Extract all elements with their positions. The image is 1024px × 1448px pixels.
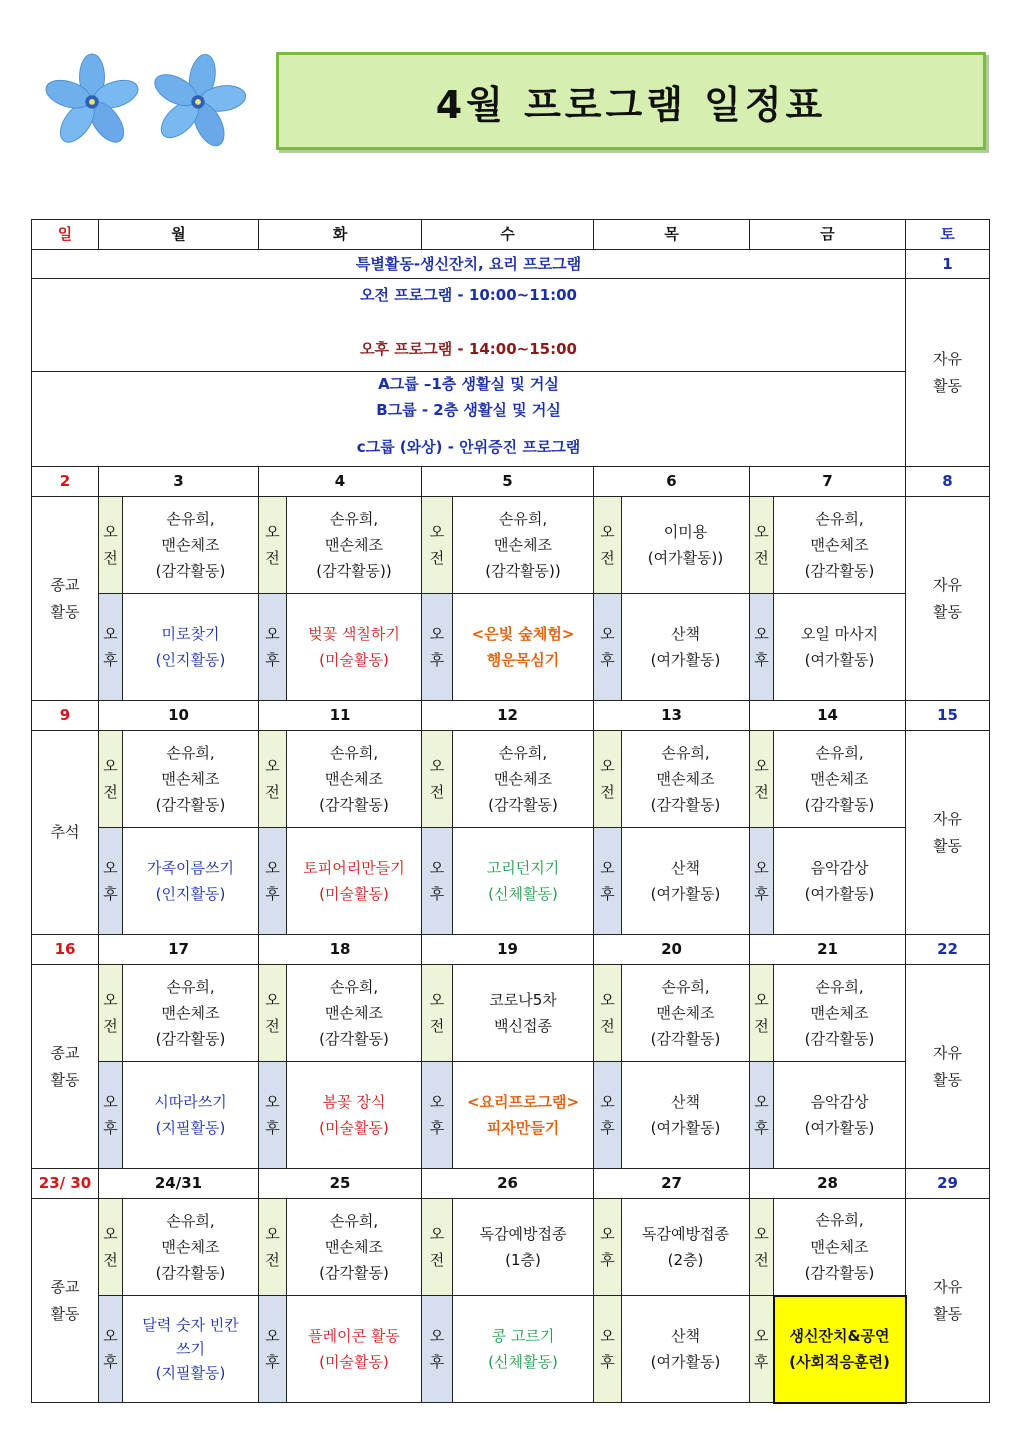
am-activity: 손유희, 맨손체조 (감각활동) [774,1199,906,1296]
pm-label: 오 후 [422,1296,453,1403]
weekday-fri: 금 [750,220,906,250]
pm-label: 오 후 [99,1296,123,1403]
free-activity-label: 활동 [933,376,962,395]
day-number: 19 [422,935,594,965]
pm-label: 오 후 [259,1062,287,1169]
day-number: 13 [594,701,750,731]
am-label: 오 전 [422,731,453,828]
sunday-note [32,1199,99,1403]
schedule-table [31,219,990,1404]
day-number: 7 [750,467,906,497]
pm-activity: 플레이콘 활동 (미술활동) [287,1296,422,1403]
pm-activity: 음악감상 (여가활동) [774,1062,906,1169]
pm-activity: 산책 (여가활동) [622,1296,750,1403]
day-number: 28 [750,1169,906,1199]
pm-activity: 토피어리만들기 (미술활동) [287,828,422,935]
pm-activity: 음악감상 (여가활동) [774,828,906,935]
weekday-mon: 월 [99,220,259,250]
am-label: 오 전 [422,497,453,594]
saturday-note-line: 자유 [933,810,962,829]
day-number: 22 [906,935,990,965]
page-title: 4월 프로그램 일정표 [435,82,827,127]
am-label: 오 전 [750,1199,774,1296]
am-label: 오 전 [259,731,287,828]
day-number: 25 [259,1169,422,1199]
am-label: 오 전 [99,497,123,594]
saturday-note-line: 자유 [933,1044,962,1063]
flower-decoration-icon [44,52,140,148]
am-label: 오 전 [594,965,622,1062]
am-label: 오 전 [422,965,453,1062]
am-activity: 코로나5차 백신접종 [453,965,594,1062]
pm-activity: <은빛 숲체험> 행운목심기 [453,594,594,701]
pm-program-time: 오후 프로그램 - 14:00~15:00 [360,339,577,358]
pm-activity: 벚꽃 색칠하기 (미술활동) [287,594,422,701]
pm-label: 오 후 [422,828,453,935]
pm-activity: 가족이름쓰기 (인지활동) [123,828,259,935]
am-activity: 손유희, 맨손체조 (감각활동) [287,731,422,828]
pm-activity: 산책 (여가활동) [622,594,750,701]
am-label: 오 전 [99,1199,123,1296]
birthday-party-highlight: 생신잔치&공연 (사회적응훈련) [774,1296,906,1403]
weekday-wed: 수 [422,220,594,250]
sunday-note [32,497,99,701]
flower-decoration-icon [150,52,246,148]
day-number: 8 [906,467,990,497]
pm-label: 오 후 [422,1062,453,1169]
day-number: 14 [750,701,906,731]
sunday-note-line: 종교 [50,1044,80,1063]
saturday-note-line: 활동 [933,1304,963,1323]
day-number: 9 [32,701,99,731]
pm-activity: 오일 마사지 (여가활동) [774,594,906,701]
pm-label: 오 후 [259,828,287,935]
sunday-note-line: 활동 [50,602,80,621]
sunday-note-line: 활동 [50,1070,80,1089]
am-activity: 손유희, 맨손체조 (감각활동) [123,731,259,828]
am-label: 오 전 [259,497,287,594]
week-row-1 [32,467,990,497]
sunday-note-line: 추석 [50,823,80,842]
pm-label: 오 후 [594,1199,622,1296]
pm-activity: 시따라쓰기 (지필활동) [123,1062,259,1169]
saturday-note [906,731,990,935]
pm-label: 오 후 [99,1062,123,1169]
day-number: 4 [259,467,422,497]
weekday-tue: 화 [259,220,422,250]
am-label: 오 전 [750,731,774,828]
day-number: 17 [99,935,259,965]
am-activity: 손유희, 맨손체조 (감각활동) [123,497,259,594]
week-row-2 [32,701,990,731]
am-label: 오 전 [99,731,123,828]
am-label: 오 전 [594,497,622,594]
week-row-3 [32,935,990,965]
sunday-note-line: 활동 [50,1304,80,1323]
am-activity: 손유희, 맨손체조 (감각활동) [453,731,594,828]
weekday-header-row [32,220,990,250]
day-number: 6 [594,467,750,497]
week-row-4 [32,1169,990,1199]
pm-activity: 산책 (여가활동) [622,828,750,935]
saturday-note-line: 활동 [933,1070,962,1089]
sunday-note [32,965,99,1169]
special-activity-note: 특별활동-생신잔치, 요리 프로그램 [32,250,906,279]
am-activity: 손유희, 맨손체조 (감각활동) [774,497,906,594]
day-number: 11 [259,701,422,731]
day-number: 10 [99,701,259,731]
day-number: 5 [422,467,594,497]
pm-label: 오 후 [750,1062,774,1169]
saturday-note [906,497,990,701]
day-number: 2 [32,467,99,497]
pm-activity: 봄꽃 장식 (미술활동) [287,1062,422,1169]
day-number: 16 [32,935,99,965]
pm-activity: 미로찾기 (인지활동) [123,594,259,701]
day-number: 12 [422,701,594,731]
day-number: 3 [99,467,259,497]
free-activity-cell [906,279,990,467]
am-activity: 손유희, 맨손체조 (감각활동) [774,731,906,828]
day-number: 18 [259,935,422,965]
sunday-note-line: 종교 [50,1278,80,1297]
pm-activity: 달력 숫자 빈칸 쓰기 (지필활동) [123,1296,259,1403]
am-label: 오 전 [259,1199,287,1296]
am-activity: 손유희, 맨손체조 (감각활동) [287,1199,422,1296]
am-activity: 손유희, 맨손체조 (감각활동)) [453,497,594,594]
saturday-note [906,1199,990,1403]
pm-label: 오 후 [750,1296,774,1403]
day-1: 1 [906,250,990,279]
pm-label: 오 후 [99,828,123,935]
free-activity-label: 자유 [933,350,962,369]
day-number: 24/31 [99,1169,259,1199]
am-activity: 손유희, 맨손체조 (감각활동) [123,1199,259,1296]
group-b: B그룹 - 2층 생활실 및 거실 [376,400,561,419]
am-activity: 이미용 (여가활동)) [622,497,750,594]
saturday-note [906,965,990,1169]
day-number: 23/ 30 [32,1169,99,1199]
am-activity: 독감예방접종 (2층) [622,1199,750,1296]
day-number: 15 [906,701,990,731]
saturday-note-line: 자유 [933,1278,963,1297]
group-a: A그룹 –1층 생활실 및 거실 [378,375,559,393]
group-c: c그룹 (와상) - 안위증진 프로그램 [356,438,581,456]
weekday-sat: 토 [906,220,990,250]
day-number: 20 [594,935,750,965]
title-banner [276,52,986,150]
pm-label: 오 후 [594,828,622,935]
am-label: 오 전 [259,965,287,1062]
pm-activity: <요리프로그램> 피자만들기 [453,1062,594,1169]
weekday-thu: 목 [594,220,750,250]
am-label: 오 전 [422,1199,453,1296]
am-program-time: 오전 프로그램 - 10:00~11:00 [360,286,577,304]
saturday-note-line: 활동 [933,836,962,855]
am-activity: 손유희, 맨손체조 (감각활동) [774,965,906,1062]
pm-activity: 고리던지기 (신체활동) [453,828,594,935]
day-number: 27 [594,1169,750,1199]
pm-label: 오 후 [750,594,774,701]
day-number: 29 [906,1169,990,1199]
day-number: 26 [422,1169,594,1199]
pm-label: 오 후 [259,1296,287,1403]
saturday-note-line: 활동 [933,602,962,621]
sunday-note-line: 종교 [50,576,80,595]
saturday-note-line: 자유 [933,576,962,595]
pm-label: 오 후 [594,594,622,701]
am-activity: 독감예방접종 (1층) [453,1199,594,1296]
pm-label: 오 후 [99,594,123,701]
group-info [32,372,906,467]
sunday-note [32,731,99,935]
am-label: 오 전 [750,497,774,594]
pm-label: 오 후 [594,1296,622,1403]
am-label: 오 전 [99,965,123,1062]
am-activity: 손유희, 맨손체조 (감각활동) [622,731,750,828]
pm-label: 오 후 [259,594,287,701]
am-label: 오 전 [750,965,774,1062]
am-activity: 손유희, 맨손체조 (감각활동) [622,965,750,1062]
am-activity: 손유희, 맨손체조 (감각활동)) [287,497,422,594]
weekday-sun: 일 [32,220,99,250]
pm-activity: 산책 (여가활동) [622,1062,750,1169]
pm-label: 오 후 [594,1062,622,1169]
am-activity: 손유희, 맨손체조 (감각활동) [287,965,422,1062]
day-number: 21 [750,935,906,965]
program-time-info [32,279,906,372]
pm-label: 오 후 [422,594,453,701]
pm-label: 오 후 [750,828,774,935]
am-activity: 손유희, 맨손체조 (감각활동) [123,965,259,1062]
am-label: 오 전 [594,731,622,828]
pm-activity: 콩 고르기 (신체활동) [453,1296,594,1403]
